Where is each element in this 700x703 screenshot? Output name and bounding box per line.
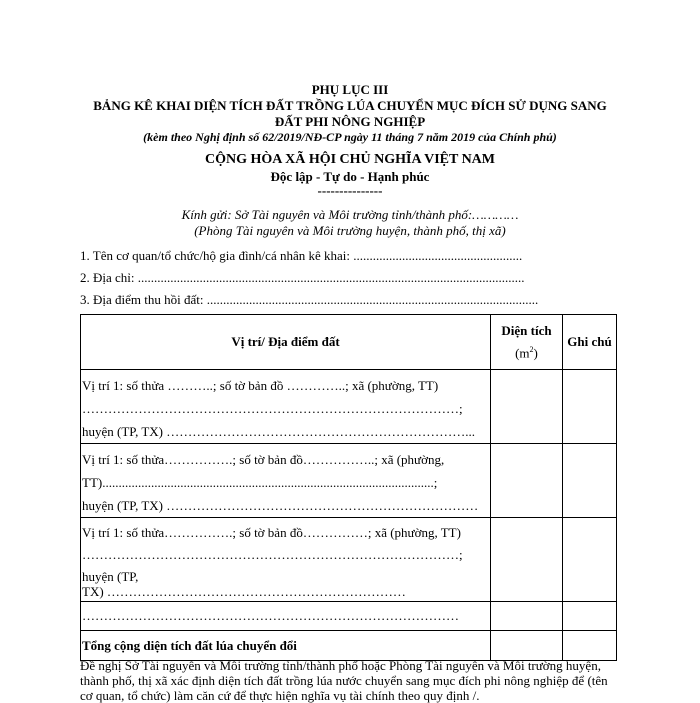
recipient-line: Kính gửi: Sở Tài nguyên và Môi trường tỉnh/thành phố:………… <box>181 207 519 222</box>
area-cell[interactable] <box>491 370 563 444</box>
location-cell[interactable] <box>81 518 491 602</box>
land-area-table <box>80 314 617 661</box>
row1-line3: huyện (TP, TX) ……………………………………………………………... <box>82 424 476 439</box>
note-cell[interactable] <box>563 602 617 631</box>
row3-line2: ……………………………………………………………………………; <box>82 547 463 562</box>
motto-separator: --------------- <box>317 183 383 198</box>
row2-line3: huyện (TP, TX) ……………………………………………………………… <box>82 498 479 513</box>
area-cell[interactable] <box>491 602 563 631</box>
note-cell[interactable] <box>563 370 617 444</box>
national-motto: Độc lập - Tự do - Hạnh phúc <box>270 169 430 184</box>
table-total-row <box>81 631 617 661</box>
field-recovery-location[interactable]: 3. Địa điểm thu hồi đất: ...................................................................................................... <box>80 292 539 307</box>
nation-name: CỘNG HÒA XÃ HỘI CHỦ NGHĨA VIỆT NAM <box>204 152 495 167</box>
row3-line3: huyện (TP, <box>82 569 139 584</box>
header-note: Ghi chú <box>563 315 617 370</box>
total-label-cell <box>81 631 491 661</box>
location-cell[interactable] <box>81 444 491 518</box>
total-label: Tổng cộng diện tích đất lúa chuyển đổi <box>82 638 297 653</box>
note-cell[interactable] <box>563 444 617 518</box>
decree-reference: (kèm theo Nghị định số 62/2019/NĐ-CP ngày 11 tháng 7 năm 2019 của Chính phủ) <box>143 130 557 144</box>
header-area <box>491 315 563 370</box>
total-note-cell[interactable] <box>563 631 617 661</box>
row2-line2: TT)......................................................................................................; <box>82 475 438 490</box>
appendix-title: PHỤ LỤC III <box>311 82 389 97</box>
location-cell[interactable] <box>81 370 491 444</box>
location-cell[interactable] <box>81 602 491 631</box>
table-row <box>81 518 617 602</box>
total-area-cell[interactable] <box>491 631 563 661</box>
header-area-label: Diện tích <box>501 322 552 338</box>
row2-line1: Vị trí 1: số thửa…………….; số tờ bản đồ……………..; xã (phường, <box>82 452 445 467</box>
table-row <box>81 444 617 518</box>
row3-line4: TX) …………………………………………………………… <box>82 584 406 599</box>
field-declarant-name[interactable]: 1. Tên cơ quan/tổ chức/hộ gia đình/cá nhân kê khai: .................................................... <box>80 248 523 263</box>
header-location: Vị trí/ Địa điểm đất <box>81 315 491 370</box>
request-paragraph: Đề nghị Sở Tài nguyên và Môi trường tỉnh/thành phố hoặc Phòng Tài nguyên và Môi trường huyện, thành phố, thị xã xác định diện tích đất trồng lúa nước chuyển sang mục đích phi nông nghiệp để (tên cơ quan, tổ chức) làm căn cứ để thực hiện nghĩa vụ tài chính theo quy định /. <box>80 658 608 703</box>
table-row <box>81 602 617 631</box>
area-cell[interactable] <box>491 518 563 602</box>
row3-line1: Vị trí 1: số thửa…………….; số tờ bản đồ……………; xã (phường, TT) <box>82 525 461 540</box>
field-address[interactable]: 2. Địa chỉ: ....................................................................................................................... <box>80 270 525 285</box>
row1-line1: Vị trí 1: số thửa ………..; số tờ bản đồ …………..; xã (phường, TT) <box>82 378 439 393</box>
area-cell[interactable] <box>491 444 563 518</box>
header-area-unit: $(m^2)$ <box>515 344 538 361</box>
form-title-line2: ĐẤT PHI NÔNG NGHIỆP <box>274 114 426 129</box>
table-header-row <box>81 315 617 370</box>
row1-line2: ……………………………………………………………………………; <box>82 401 463 416</box>
recipient-subline: (Phòng Tài nguyên và Môi trường huyện, thành phố, thị xã) <box>194 223 506 238</box>
empty-row-text: …………………………………………………………………………… <box>82 608 459 623</box>
form-title-line1: BẢNG KÊ KHAI DIỆN TÍCH ĐẤT TRỒNG LÚA CHUYỂN MỤC ĐÍCH SỬ DỤNG SANG <box>93 98 607 113</box>
table-row <box>81 370 617 444</box>
note-cell[interactable] <box>563 518 617 602</box>
